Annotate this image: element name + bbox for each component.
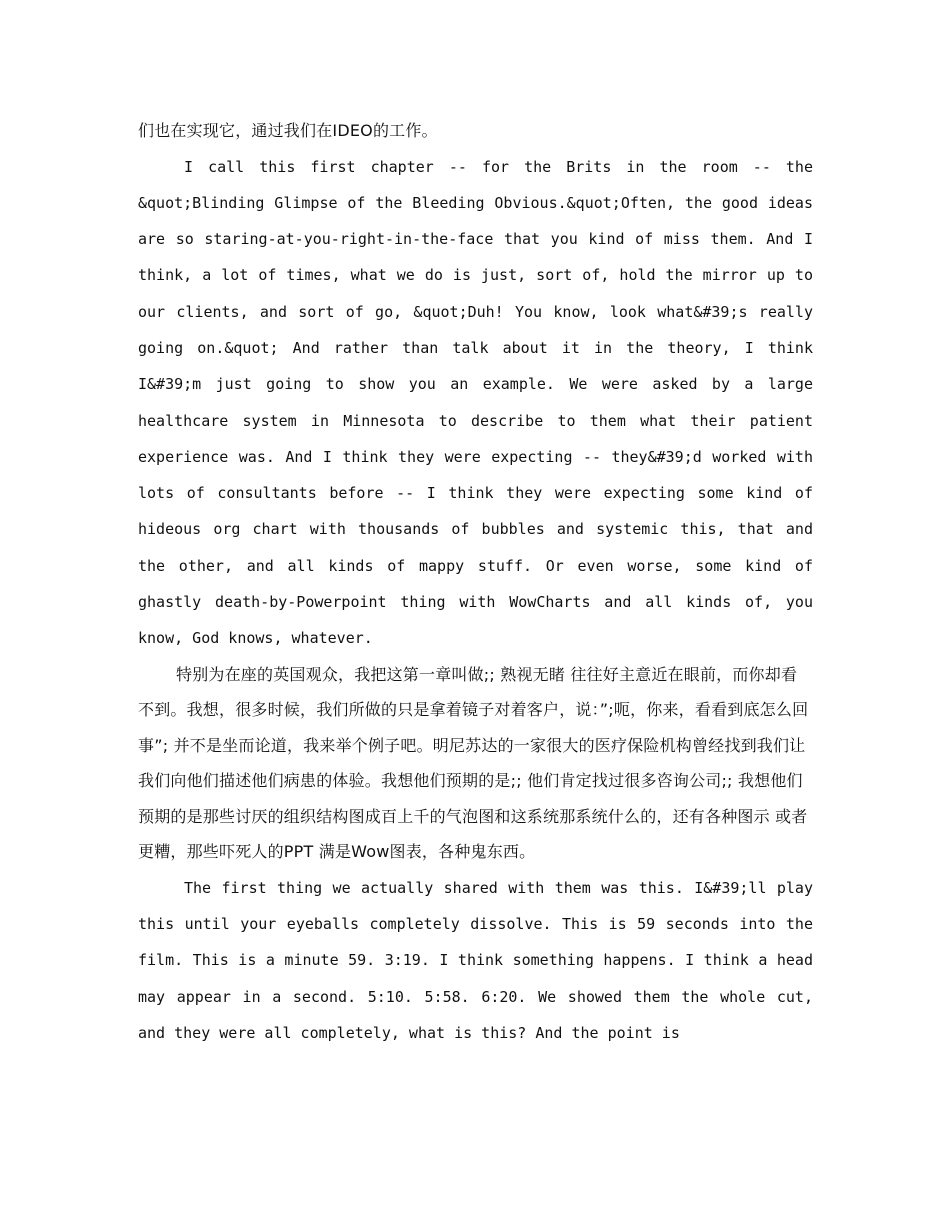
paragraph-english-film: The first thing we actually shared with them was this. I&#39;ll play this until your eyeballs completely dissolve. This is 59 seconds into the film. This is a minute 59. 3:19. I think something happens. I think a head may appear in a second. 5:10. 5:58. 6:20. We showed them the whole cut, and they were all completely, what is this? And the point is xyxy=(138,878,813,1042)
paragraph-chinese-chapter: 特别为在座的英国观众，我把这第一章叫做;; 熟视无睹 往往好主意近在眼前，而你却看不到。我想，很多时候，我们所做的只是拿着镜子对着客户，说：”;呃，你来，看看到底怎么回事”; 并不是坐而论道，我来举个例子吧。明尼苏达的一家很大的医疗保险机构曾经找到我们让我们向他们描述他们病患的体验。我想他们预期的是;; 他们肯定找过很多咨询公司;; 我想他们预期的是那些讨厌的组织结构图成百上千的气泡图和这系统那系统什么的，还有各种图示 或者更糟，那些吓死人的PPT 满是Wow图表，各种鬼东西。 xyxy=(138,664,809,862)
paragraph-chinese-intro: 们也在实现它，通过我们在IDEO的工作。 xyxy=(138,121,438,140)
paragraph-english-chapter: I call this first chapter -- for the Brits in the room -- the &quot;Blinding Glimpse of the Bleeding Obvious.&quot;Often, the good ideas are so staring-at-you-right-in-the-face that you kind of miss them. And I think, a lot of times, what we do is just, sort of, hold the mirror up to our clients, and sort of go, &quot;Duh! You know, look what&#39;s really going on.&quot; And rather than talk about it in the theory, I think I&#39;m just going to show you an example. We were asked by a large healthcare system in Minnesota to describe to them what their patient experience was. And I think they were expecting -- they&#39;d worked with lots of consultants before -- I think they were expecting some kind of hideous org chart with thousands of bubbles and systemic this, that and the other, and all kinds of mappy stuff. Or even worse, some kind of ghastly death-by-Powerpoint thing with WowCharts and all kinds of, you know, God knows, whatever. xyxy=(138,157,813,648)
document-body xyxy=(138,113,813,1051)
